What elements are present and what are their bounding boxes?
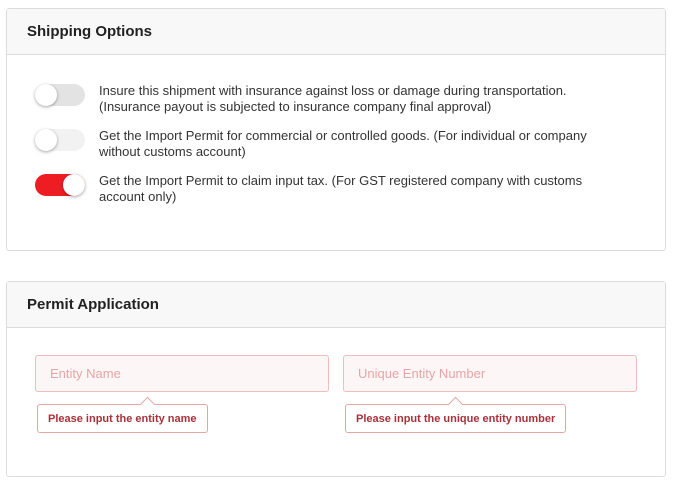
entity-name-error-tooltip: Please input the entity name xyxy=(37,404,208,433)
import-permit-commercial-toggle[interactable] xyxy=(35,129,85,151)
option-import-permit-commercial xyxy=(35,128,665,160)
shipping-options-title: Shipping Options xyxy=(27,23,152,40)
toggle-knob xyxy=(35,84,57,106)
permit-application-title: Permit Application xyxy=(27,296,159,313)
insurance-label: Insure this shipment with insurance against loss or damage during transportation. (Insurance payout is subjected to insurance company final approval) xyxy=(99,83,567,114)
shipping-options-panel xyxy=(6,8,666,251)
import-permit-input-tax-label: Get the Import Permit to claim input tax. (For GST registered company with customs account only) xyxy=(99,173,583,204)
option-insurance xyxy=(35,83,665,115)
entity-number-field xyxy=(343,355,637,425)
shipping-options-list xyxy=(7,55,665,205)
permit-fields xyxy=(7,328,665,425)
permit-application-header xyxy=(7,282,665,328)
import-permit-input-tax-toggle[interactable] xyxy=(35,174,85,196)
insurance-toggle[interactable] xyxy=(35,84,85,106)
entity-number-input[interactable] xyxy=(343,355,637,392)
entity-number-error-tooltip: Please input the unique entity number xyxy=(345,404,566,433)
shipping-options-header xyxy=(7,9,665,55)
option-import-permit-input-tax xyxy=(35,173,665,205)
entity-name-input[interactable] xyxy=(35,355,329,392)
import-permit-commercial-label: Get the Import Permit for commercial or controlled goods. (For individual or company without customs account) xyxy=(99,128,587,159)
toggle-knob xyxy=(35,129,57,151)
permit-application-panel xyxy=(6,281,666,477)
toggle-knob xyxy=(63,174,85,196)
entity-name-field xyxy=(35,355,329,425)
